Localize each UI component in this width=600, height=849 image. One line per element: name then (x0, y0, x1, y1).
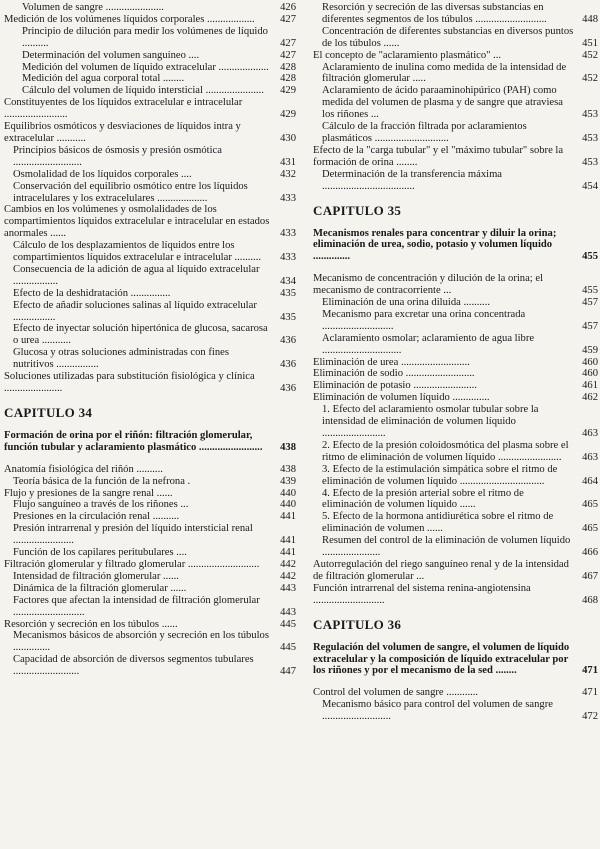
toc-entry[interactable] (13, 630, 296, 654)
toc-entry[interactable] (4, 464, 296, 476)
chapter-35-title: Mecanismos renales para concentrar y diluir la orina; eliminación de urea, sodio, potasio y volumen líquido .............. (313, 227, 557, 263)
toc-entry-title: Efecto de la deshidratación ............... (13, 287, 171, 299)
toc-entry[interactable] (13, 264, 296, 288)
toc-entry-page: 460 (582, 356, 598, 368)
toc-list-ch36 (313, 687, 598, 723)
toc-entry-page: 435 (280, 311, 296, 323)
toc-entry-page: 432 (280, 168, 296, 180)
toc-entry[interactable] (13, 169, 296, 181)
toc-entry-title: Función de los capilares peritubulares .... (13, 547, 187, 559)
toc-entry[interactable] (313, 380, 598, 392)
toc-entry-page: 436 (280, 383, 296, 394)
toc-entry[interactable] (13, 595, 296, 619)
toc-entry-title: Dinámica de la filtración glomerular ...... (13, 582, 187, 594)
chapter-34-page: 438 (280, 441, 296, 453)
toc-entry[interactable] (22, 85, 296, 97)
toc-entry-title: Cálculo de los desplazamientos de líquidos entre los compartimientos líquidos extracelular e intracelular .......... (13, 240, 261, 264)
toc-entry-page: 436 (280, 359, 296, 371)
toc-entry[interactable] (4, 121, 296, 145)
toc-entry-title: Mecanismo para excretar una orina concentrada ........................... (322, 308, 526, 332)
chapter-36-heading: CAPITULO 36 (313, 616, 402, 632)
toc-entry-page: 443 (280, 606, 296, 618)
toc-entry-title: Osmolalidad de los líquidos corporales .... (13, 168, 192, 180)
toc-entry-title: Presiones en la circulación renal .......... (13, 511, 180, 523)
left-column (4, 2, 296, 678)
toc-entry-page: 443 (280, 582, 296, 594)
right-column (313, 2, 598, 723)
toc-entry-page: 457 (582, 320, 598, 332)
toc-entry-title: Eliminación de urea .......................... (313, 356, 470, 368)
toc-entry-page: 459 (582, 344, 598, 356)
toc-entry-title: Efecto de inyectar solución hipertónica de glucosa, sacarosa o urea ........... (13, 323, 268, 347)
toc-entry-title: Flujo sanguíneo a través de los riñones ... (13, 499, 189, 511)
toc-entry-title: Autorregulación del riego sanguíneo renal y de la intensidad de filtración glomerular ... (313, 558, 569, 582)
toc-entry-page: 460 (582, 368, 598, 380)
toc-entry-title: Mecanismo básico para control del volumen de sangre .......................... (322, 699, 553, 723)
toc-entry-title: Eliminación de una orina diluida .......... (322, 297, 490, 309)
toc-entry-title: Función intrarrenal del sistema renina-angiotensina ........................... (313, 582, 531, 606)
toc-entry[interactable] (322, 121, 598, 145)
toc-entry-page: 440 (280, 487, 296, 499)
toc-entry[interactable] (322, 62, 598, 86)
toc-list-ch34 (4, 464, 296, 678)
toc-entry-page: 471 (582, 687, 598, 699)
toc-entry[interactable] (13, 571, 296, 583)
toc-entry-page: 465 (582, 523, 598, 535)
toc-entry[interactable] (322, 309, 598, 333)
toc-entry-page: 442 (280, 558, 296, 570)
toc-entry-page: 454 (582, 180, 598, 192)
toc-entry[interactable] (313, 273, 598, 297)
toc-entry[interactable] (322, 535, 598, 559)
toc-entry-page: 441 (280, 511, 296, 523)
toc-entry-page: 466 (582, 547, 598, 559)
toc-entry[interactable] (322, 297, 598, 309)
toc-entry-title: Aclaramiento de ácido paraaminohipúrico (PAH) como medida del volumen de plasma y de sangre que atraviesa los riñones ... (322, 85, 563, 121)
toc-entry[interactable] (313, 357, 598, 369)
toc-entry-title: Mecanismo de concentración y dilución de la orina; el mecanismo de contracorriente ... (313, 273, 544, 297)
toc-entry-page: 445 (280, 618, 296, 630)
toc-entry[interactable] (313, 559, 598, 583)
toc-entry[interactable] (313, 392, 598, 404)
toc-entry[interactable] (13, 511, 296, 523)
toc-entry-page: 434 (280, 275, 296, 287)
chapter-34-title-entry[interactable] (4, 430, 296, 454)
toc-entry-page: 453 (582, 132, 598, 144)
toc-entry-title: Principios básicos de ósmosis y presión osmótica .......................... (13, 144, 222, 168)
toc-entry-title: Constituyentes de los líquidos extracelular e intracelular ........................ (4, 97, 243, 121)
toc-entry-page: 472 (582, 711, 598, 723)
toc-entry-title: Mecanismos básicos de absorción y secreción en los túbulos .............. (13, 630, 269, 654)
chapter-35-page: 455 (582, 251, 598, 263)
toc-entry-page: 426 (280, 2, 296, 13)
toc-entry-title: El concepto de "aclaramiento plasmático" ... (313, 49, 502, 61)
toc-entry[interactable] (13, 181, 296, 205)
toc-entry-page: 436 (280, 335, 296, 347)
toc-entry-title: Factores que afectan la intensidad de filtración glomerular ........................... (13, 594, 260, 618)
toc-entry[interactable] (313, 687, 598, 699)
toc-entry-title: Cálculo de la fracción filtrada por aclaramientos plasmáticos ............................ (322, 121, 527, 144)
toc-entry[interactable] (313, 583, 598, 607)
toc-entry-page: 462 (582, 392, 598, 404)
toc-entry-page: 428 (280, 61, 296, 73)
toc-entry-page: 448 (582, 13, 598, 25)
toc-entry[interactable] (4, 488, 296, 500)
toc-entry-page: 452 (582, 73, 598, 85)
toc-entry-page: 451 (582, 37, 598, 49)
toc-entry[interactable] (13, 145, 296, 169)
toc-entry[interactable] (4, 14, 296, 26)
chapter-34-heading: CAPITULO 34 (4, 404, 93, 420)
chapter-36-page: 471 (582, 665, 598, 677)
toc-entry-page: 463 (582, 428, 598, 439)
toc-entry-title: Eliminación de volumen líquido .............. (313, 392, 490, 404)
toc-entry-title: Teoría básica de la función de la nefrona . (13, 475, 191, 487)
toc-entry[interactable] (4, 371, 296, 395)
toc-entry-page: 435 (280, 287, 296, 299)
chapter-34-title: Formación de orina por el riñón: filtración glomerular, función tubular y aclaramiento plasmático ........................ (4, 429, 263, 453)
toc-entry[interactable] (13, 347, 296, 371)
toc-entry[interactable] (22, 50, 296, 62)
toc-entry[interactable] (4, 97, 296, 121)
toc-entry-title: Intensidad de filtración glomerular ...... (13, 570, 179, 582)
toc-entry-page: 429 (280, 85, 296, 97)
toc-entry-title: Conservación del equilibrio osmótico entre los líquidos intracelulares y los extracelulares ................... (13, 180, 248, 204)
toc-entry-page: 453 (582, 156, 598, 168)
toc-entry-title: Cálculo del volumen de líquido intersticial ...................... (22, 85, 264, 97)
toc-entry-title: Filtración glomerular y filtrado glomerular ........................... (4, 558, 260, 570)
toc-entry-page: 468 (582, 594, 598, 606)
toc-entry-title: Consecuencia de la adición de agua al líquido extracelular ................. (13, 263, 260, 287)
toc-entry-page: 433 (280, 228, 296, 240)
toc-entry-title: Control del volumen de sangre ............ (313, 687, 479, 699)
toc-entry-title: Resorción y secreción en los túbulos ...... (4, 618, 178, 630)
toc-list-ch35 (313, 273, 598, 606)
toc-entry-page: 439 (280, 475, 296, 487)
toc-entry[interactable] (13, 547, 296, 559)
toc-entry-title: Principio de dilución para medir los volúmenes de líquido .......... (22, 25, 268, 49)
toc-entry-title: 1. Efecto del aclaramiento osmolar tubular sobre la intensidad de eliminación de volumen líquido ........................ (322, 404, 539, 439)
toc-entry[interactable] (313, 368, 598, 380)
toc-entry[interactable] (322, 488, 598, 512)
toc-entry[interactable] (13, 499, 296, 511)
toc-entry-page: 447 (280, 666, 296, 678)
toc-list-ch33 (4, 2, 296, 395)
toc-entry-title: Glucosa y otras soluciones administradas con fines nutritivos ................ (13, 347, 229, 371)
toc-entry[interactable] (13, 654, 296, 678)
toc-entry-title: 5. Efecto de la hormona antidiurética sobre el ritmo de eliminación de volumen ...... (322, 511, 554, 535)
toc-entry-page: 467 (582, 570, 598, 582)
toc-entry-title: Capacidad de absorción de diversos segmentos tubulares ......................... (13, 654, 254, 678)
toc-entry[interactable] (4, 559, 296, 571)
toc-entry[interactable] (22, 2, 296, 14)
toc-entry-page: 455 (582, 285, 598, 297)
toc-entry[interactable] (322, 26, 598, 50)
toc-entry[interactable] (22, 62, 296, 74)
toc-entry-title: Flujo y presiones de la sangre renal ...... (4, 487, 173, 499)
toc-entry-page: 457 (582, 297, 598, 309)
toc-entry-title: Aclaramiento de inulina como medida de la intensidad de filtración glomerular ..... (322, 61, 567, 85)
toc-entry[interactable] (322, 333, 598, 357)
toc-entry-page: 433 (280, 252, 296, 264)
toc-entry[interactable] (13, 288, 296, 300)
toc-entry[interactable] (13, 323, 296, 347)
toc-entry-page: 452 (582, 49, 598, 61)
toc-entry-title: Efecto de la "carga tubular" y el "máximo tubular" sobre la formación de orina ........ (313, 144, 564, 168)
toc-entry-page: 428 (280, 73, 296, 85)
toc-entry-title: 4. Efecto de la presión arterial sobre el ritmo de eliminación de volumen líquido ...... (322, 487, 524, 511)
toc-entry-title: Cambios en los volúmenes y osmolalidades de los compartimientos líquidos extracelular e intracelular en estados anormales ...... (4, 204, 270, 240)
toc-entry[interactable] (322, 440, 598, 464)
toc-entry-page: 465 (582, 499, 598, 511)
toc-entry-page: 453 (582, 109, 598, 121)
toc-entry-page: 464 (582, 475, 598, 487)
toc-entry-page: 433 (280, 192, 296, 204)
toc-entry[interactable] (13, 583, 296, 595)
toc-entry[interactable] (322, 2, 598, 26)
toc-entry-page: 463 (582, 451, 598, 463)
toc-list-ch34-cont (313, 2, 598, 193)
toc-entry-title: 3. Efecto de la estimulación simpática sobre el ritmo de eliminación de volumen líquido ................................ (322, 463, 558, 487)
toc-entry[interactable] (13, 476, 296, 488)
toc-entry-title: Volumen de sangre ...................... (22, 2, 164, 13)
toc-entry-title: Resumen del control de la eliminación de volumen líquido ...................... (322, 535, 571, 559)
toc-entry-title: Efecto de añadir soluciones salinas al líquido extracelular ................ (13, 299, 257, 323)
toc-entry-title: Medición de los volúmenes líquidos corporales .................. (4, 13, 255, 25)
toc-entry[interactable] (313, 50, 598, 62)
toc-entry-title: Eliminación de sodio .......................... (313, 368, 475, 380)
toc-entry-page: 442 (280, 570, 296, 582)
toc-entry-title: Medición del agua corporal total ........ (22, 73, 185, 85)
toc-entry[interactable] (322, 85, 598, 121)
toc-entry-page: 429 (280, 109, 296, 121)
toc-entry-page: 461 (582, 380, 598, 392)
toc-entry[interactable] (22, 73, 296, 85)
toc-entry-page: 430 (280, 132, 296, 144)
toc-entry-page: 438 (280, 463, 296, 475)
toc-entry[interactable] (13, 300, 296, 324)
toc-entry-title: Resorción y secreción de las diversas substancias en diferentes segmentos de los túbulos ........................... (322, 2, 547, 25)
toc-entry-page: 441 (280, 547, 296, 559)
toc-entry-page: 441 (280, 535, 296, 547)
toc-entry[interactable] (322, 699, 598, 723)
toc-entry-title: Medición del volumen de líquido extracelular ................... (22, 61, 269, 73)
toc-entry[interactable] (313, 145, 598, 169)
toc-entry-page: 427 (280, 13, 296, 25)
toc-entry-page: 440 (280, 499, 296, 511)
toc-entry-title: 2. Efecto de la presión coloidosmótica del plasma sobre el ritmo de eliminación de volumen líquido ........................ (322, 439, 569, 463)
toc-entry[interactable] (13, 240, 296, 264)
toc-entry[interactable] (322, 404, 598, 440)
toc-entry-title: Determinación del volumen sanguíneo .... (22, 49, 200, 61)
chapter-35-heading: CAPITULO 35 (313, 202, 402, 218)
toc-entry-title: Eliminación de potasio ........................ (313, 380, 477, 392)
toc-entry-title: Soluciones utilizadas para substitución fisiológica y clínica ...................... (4, 371, 255, 394)
toc-entry[interactable] (322, 169, 598, 193)
toc-entry-title: Presión intrarrenal y presión del líquido intersticial renal ....................... (13, 523, 253, 547)
toc-entry-title: Equilibrios osmóticos y desviaciones de líquidos intra y extracelular ........... (4, 121, 241, 144)
toc-entry-title: Aclaramiento osmolar; aclaramiento de agua libre .............................. (322, 332, 535, 356)
chapter-36-title-entry[interactable] (313, 642, 598, 678)
toc-entry-title: Anatomía fisiológica del riñón .......... (4, 463, 163, 475)
toc-entry[interactable] (4, 204, 296, 240)
chapter-35-title-entry[interactable] (313, 228, 598, 264)
toc-entry-page: 427 (280, 49, 296, 61)
toc-entry[interactable] (322, 511, 598, 535)
toc-entry-title: Determinación de la transferencia máxima ................................... (322, 168, 503, 192)
toc-entry[interactable] (4, 619, 296, 631)
toc-entry-page: 427 (280, 37, 296, 49)
toc-entry[interactable] (22, 26, 296, 50)
toc-entry[interactable] (322, 464, 598, 488)
toc-entry-title: Concentración de diferentes substancias en diversos puntos de los túbulos ...... (322, 25, 574, 49)
toc-entry-page: 445 (280, 642, 296, 654)
toc-entry[interactable] (13, 523, 296, 547)
toc-entry-page: 431 (280, 156, 296, 168)
chapter-36-title: Regulación del volumen de sangre, el volumen de líquido extracelular y la composición de líquido extracelular por los riñones y por el mecanismo de la sed ........ (313, 641, 570, 677)
